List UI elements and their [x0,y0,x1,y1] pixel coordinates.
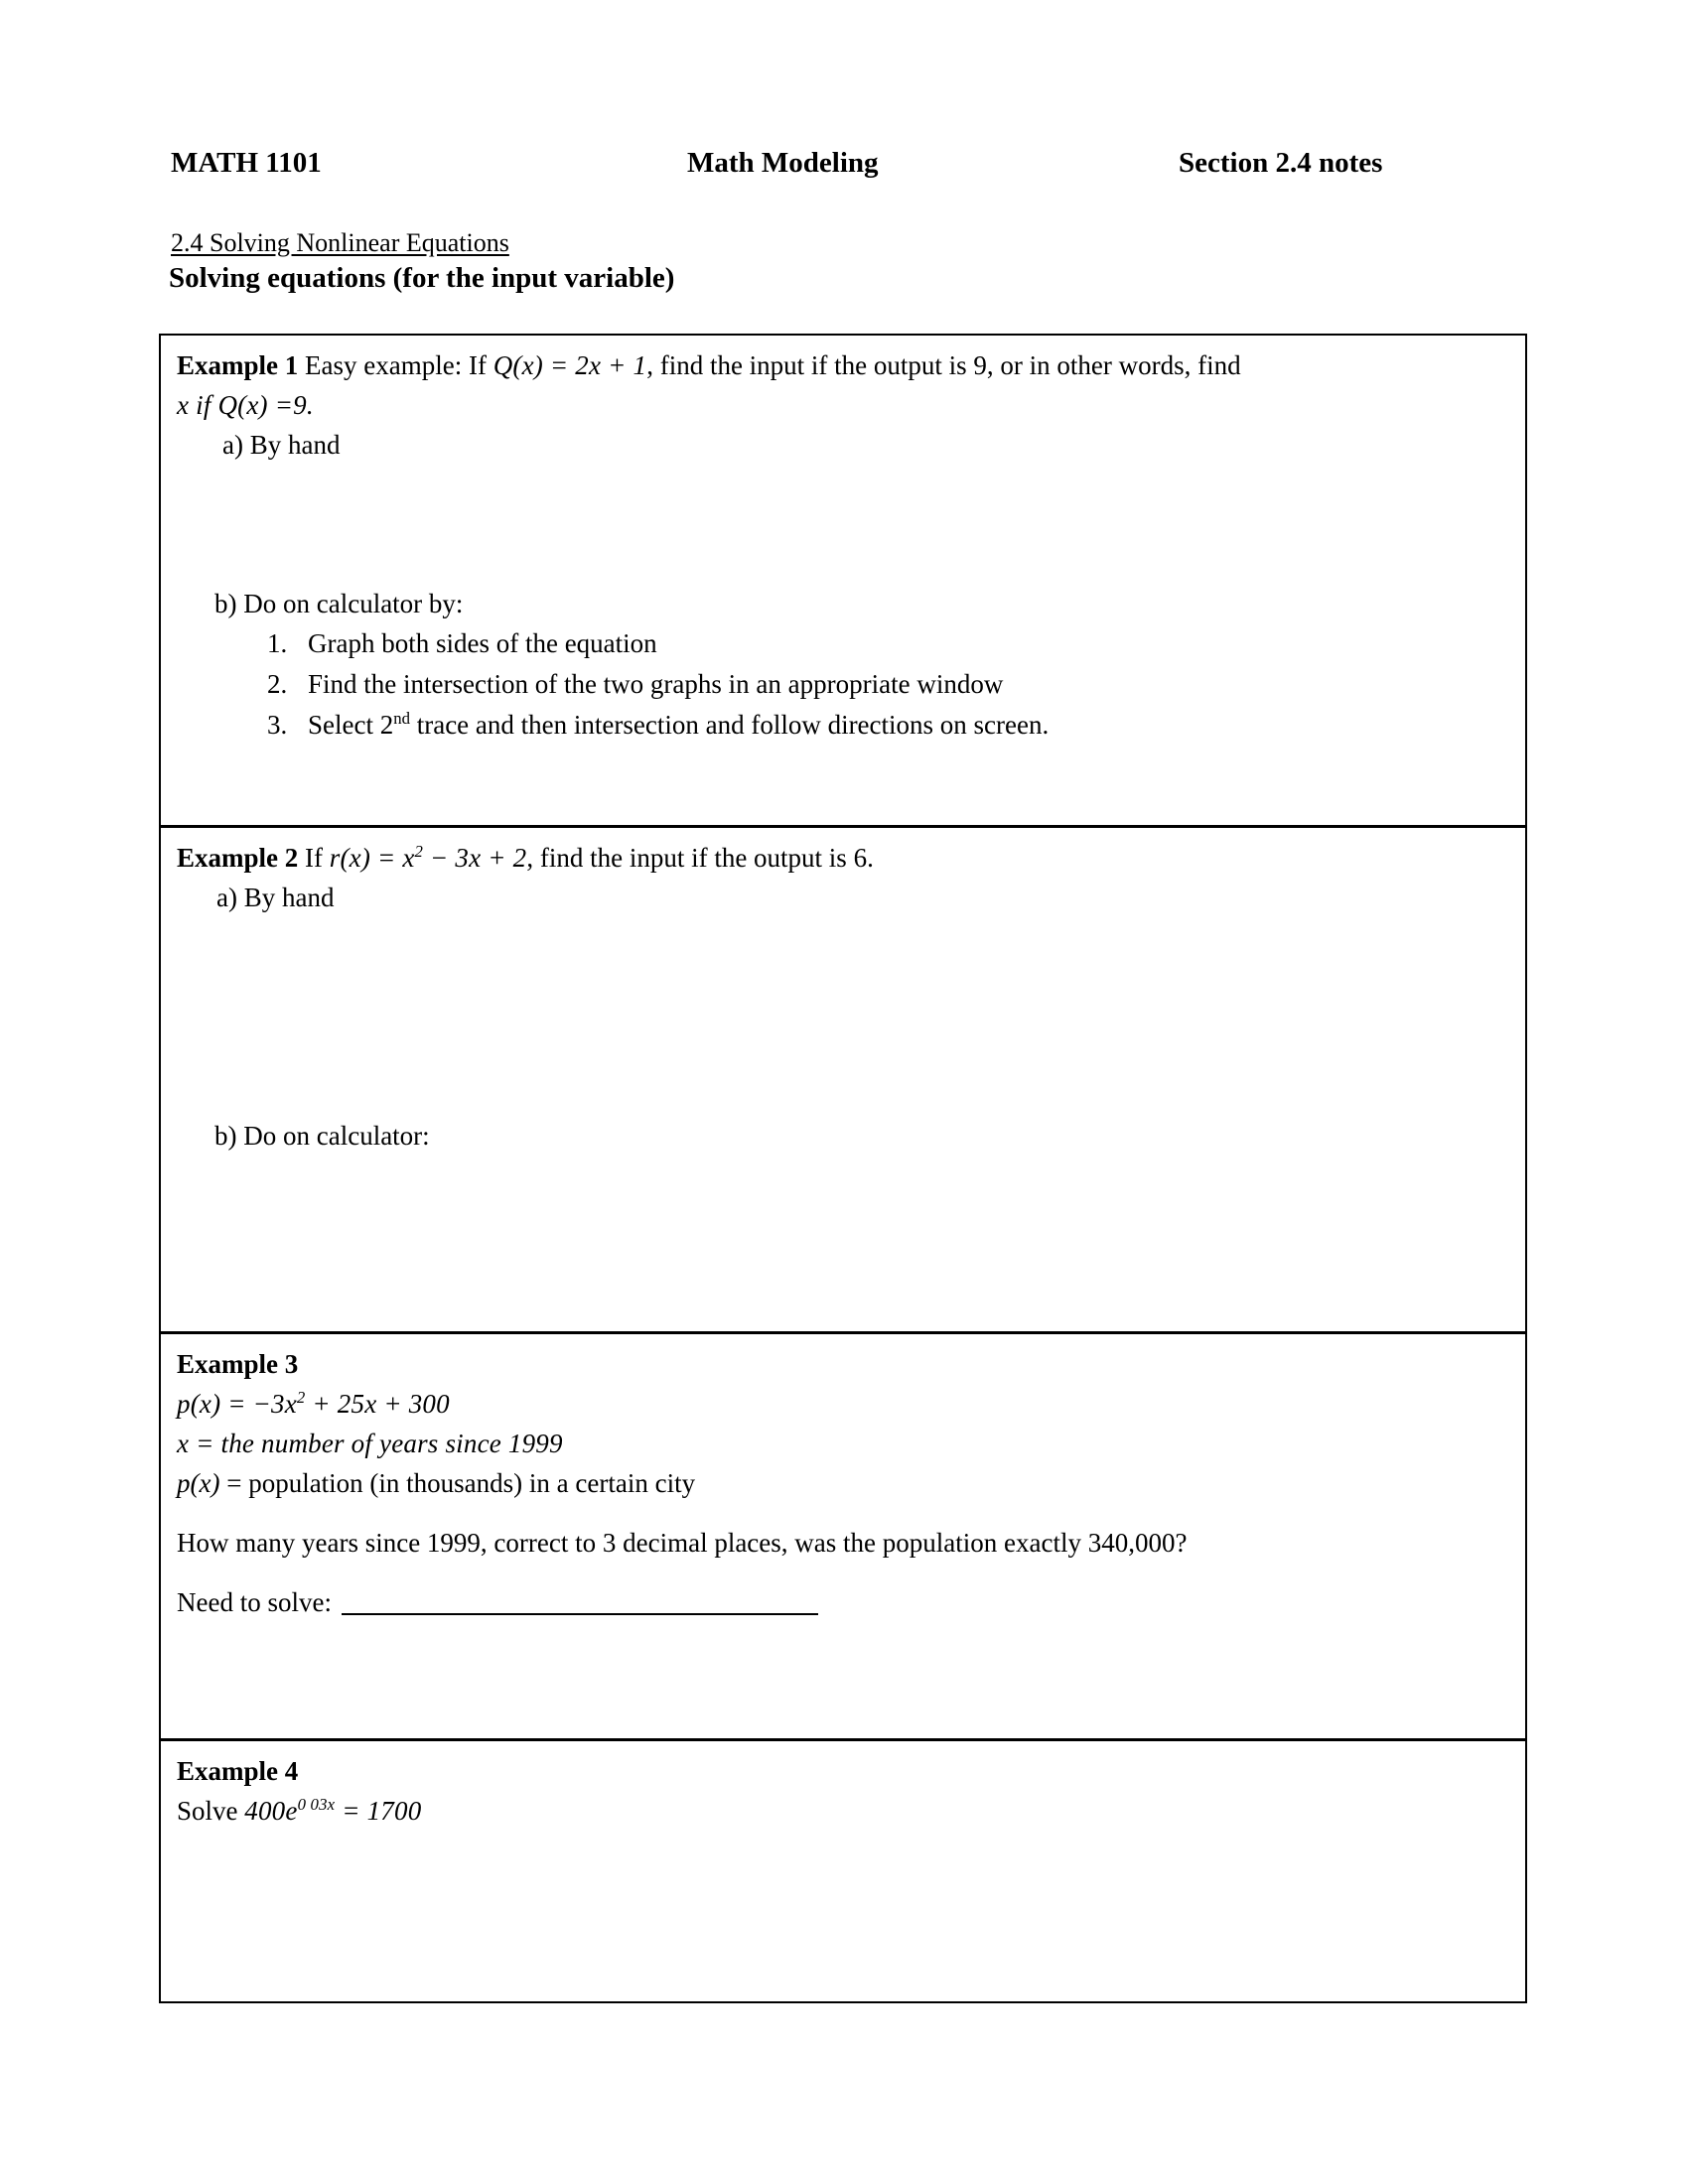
page-header [171,147,1462,187]
example-3-p-definition [177,1463,1511,1503]
example-1-math-function: Q(x) = 2x + 1 [492,350,647,380]
example-1-line2-text: x if Q(x) =9. [177,390,314,420]
example-2-workspace-a1 [177,917,1511,977]
header-course-title: Math Modeling [687,147,879,179]
example-1-steps-list [177,623,1511,746]
need-to-solve-label: Need to solve: [177,1587,332,1617]
example-1-intro-after: , find the input if the output is 9, or in other words, find [646,350,1241,380]
example-2-box [161,828,1525,1334]
example-3-box [161,1334,1525,1741]
example-3-p-symbol: p(x) [177,1468,220,1498]
step3-prefix: Select 2 [308,710,394,740]
topic-heading: Solving equations (for the input variable) [169,262,675,294]
example-3-formula-base: p(x) = −3x [177,1389,297,1419]
examples-container [159,334,1527,2003]
header-course-code: MATH 1101 [171,147,322,179]
example-4-equation-rest: = 1700 [335,1796,422,1826]
example-3-label: Example 3 [177,1349,299,1379]
example-3-gap [177,1503,1511,1523]
example-2-item-b: b) Do on calculator: [214,1121,430,1151]
example-1-item-b: b) Do on calculator by: [214,589,464,618]
example-3-need-to-solve-row [177,1582,1511,1622]
need-to-solve-blank[interactable] [342,1589,818,1615]
example-1-label: Example 1 [177,350,299,380]
list-item: 2. Find the intersection of the two graphs in an appropriate window [294,664,1511,705]
example-3-x-definition [177,1424,1511,1463]
example-1-item-a: a) By hand [222,430,341,460]
example-1-workspace-a [177,465,1511,524]
example-4-equation-base: 400e [244,1796,298,1826]
example-4-equation [177,1791,1511,1831]
example-2-intro-before: If [305,843,323,873]
example-2-prompt [177,838,1511,878]
example-2-item-a: a) By hand [216,883,335,912]
step3-suffix: trace and then intersection and follow directions on screen. [409,710,1050,740]
example-1-workspace-a2 [177,524,1511,584]
list-item [294,705,1511,746]
example-2-workspace-a3 [177,1036,1511,1096]
example-3-heading [177,1344,1511,1384]
example-4-workspace [177,1831,1511,1890]
example-2-math-rest: − 3x + 2 [423,843,527,873]
list-item: 1. Graph both sides of the equation [294,623,1511,664]
example-3-x-definition-text: x = the number of years since 1999 [177,1429,563,1458]
example-4-heading [177,1751,1511,1791]
example-1-prompt [177,345,1511,385]
example-2-math-exponent: 2 [414,842,424,861]
example-4-box [161,1741,1525,2001]
example-2-workspace-a4 [177,1096,1511,1116]
example-2-math-function [330,843,527,873]
example-3-p-definition-text: = population (in thousands) in a certain city [219,1468,696,1498]
example-2-label: Example 2 [177,843,299,873]
example-2-math-base: r(x) = x [329,843,415,873]
example-2-workspace-a2 [177,977,1511,1036]
example-2-intro-after: , find the input if the output is 6. [526,843,874,873]
step3-ordinal-suffix: nd [393,709,410,728]
example-1-intro-before: Easy example: If [305,350,487,380]
section-heading: 2.4 Solving Nonlinear Equations [171,228,509,257]
example-3-formula [177,1384,1511,1424]
example-1-box [161,336,1525,828]
example-1-prompt-line2 [177,385,1511,425]
example-3-question: How many years since 1999, correct to 3 decimal places, was the population exactly 340,000? [177,1528,1188,1558]
example-3-gap-2 [177,1563,1511,1582]
example-3-formula-rest: + 25x + 300 [305,1389,450,1419]
example-4-equation-math [244,1796,421,1826]
example-4-solve-label: Solve [177,1796,238,1826]
example-3-formula-exponent: 2 [296,1388,306,1407]
example-4-equation-exponent: 0 03x [297,1795,336,1814]
header-section-label: Section 2.4 notes [1179,147,1383,179]
example-4-label: Example 4 [177,1756,299,1786]
